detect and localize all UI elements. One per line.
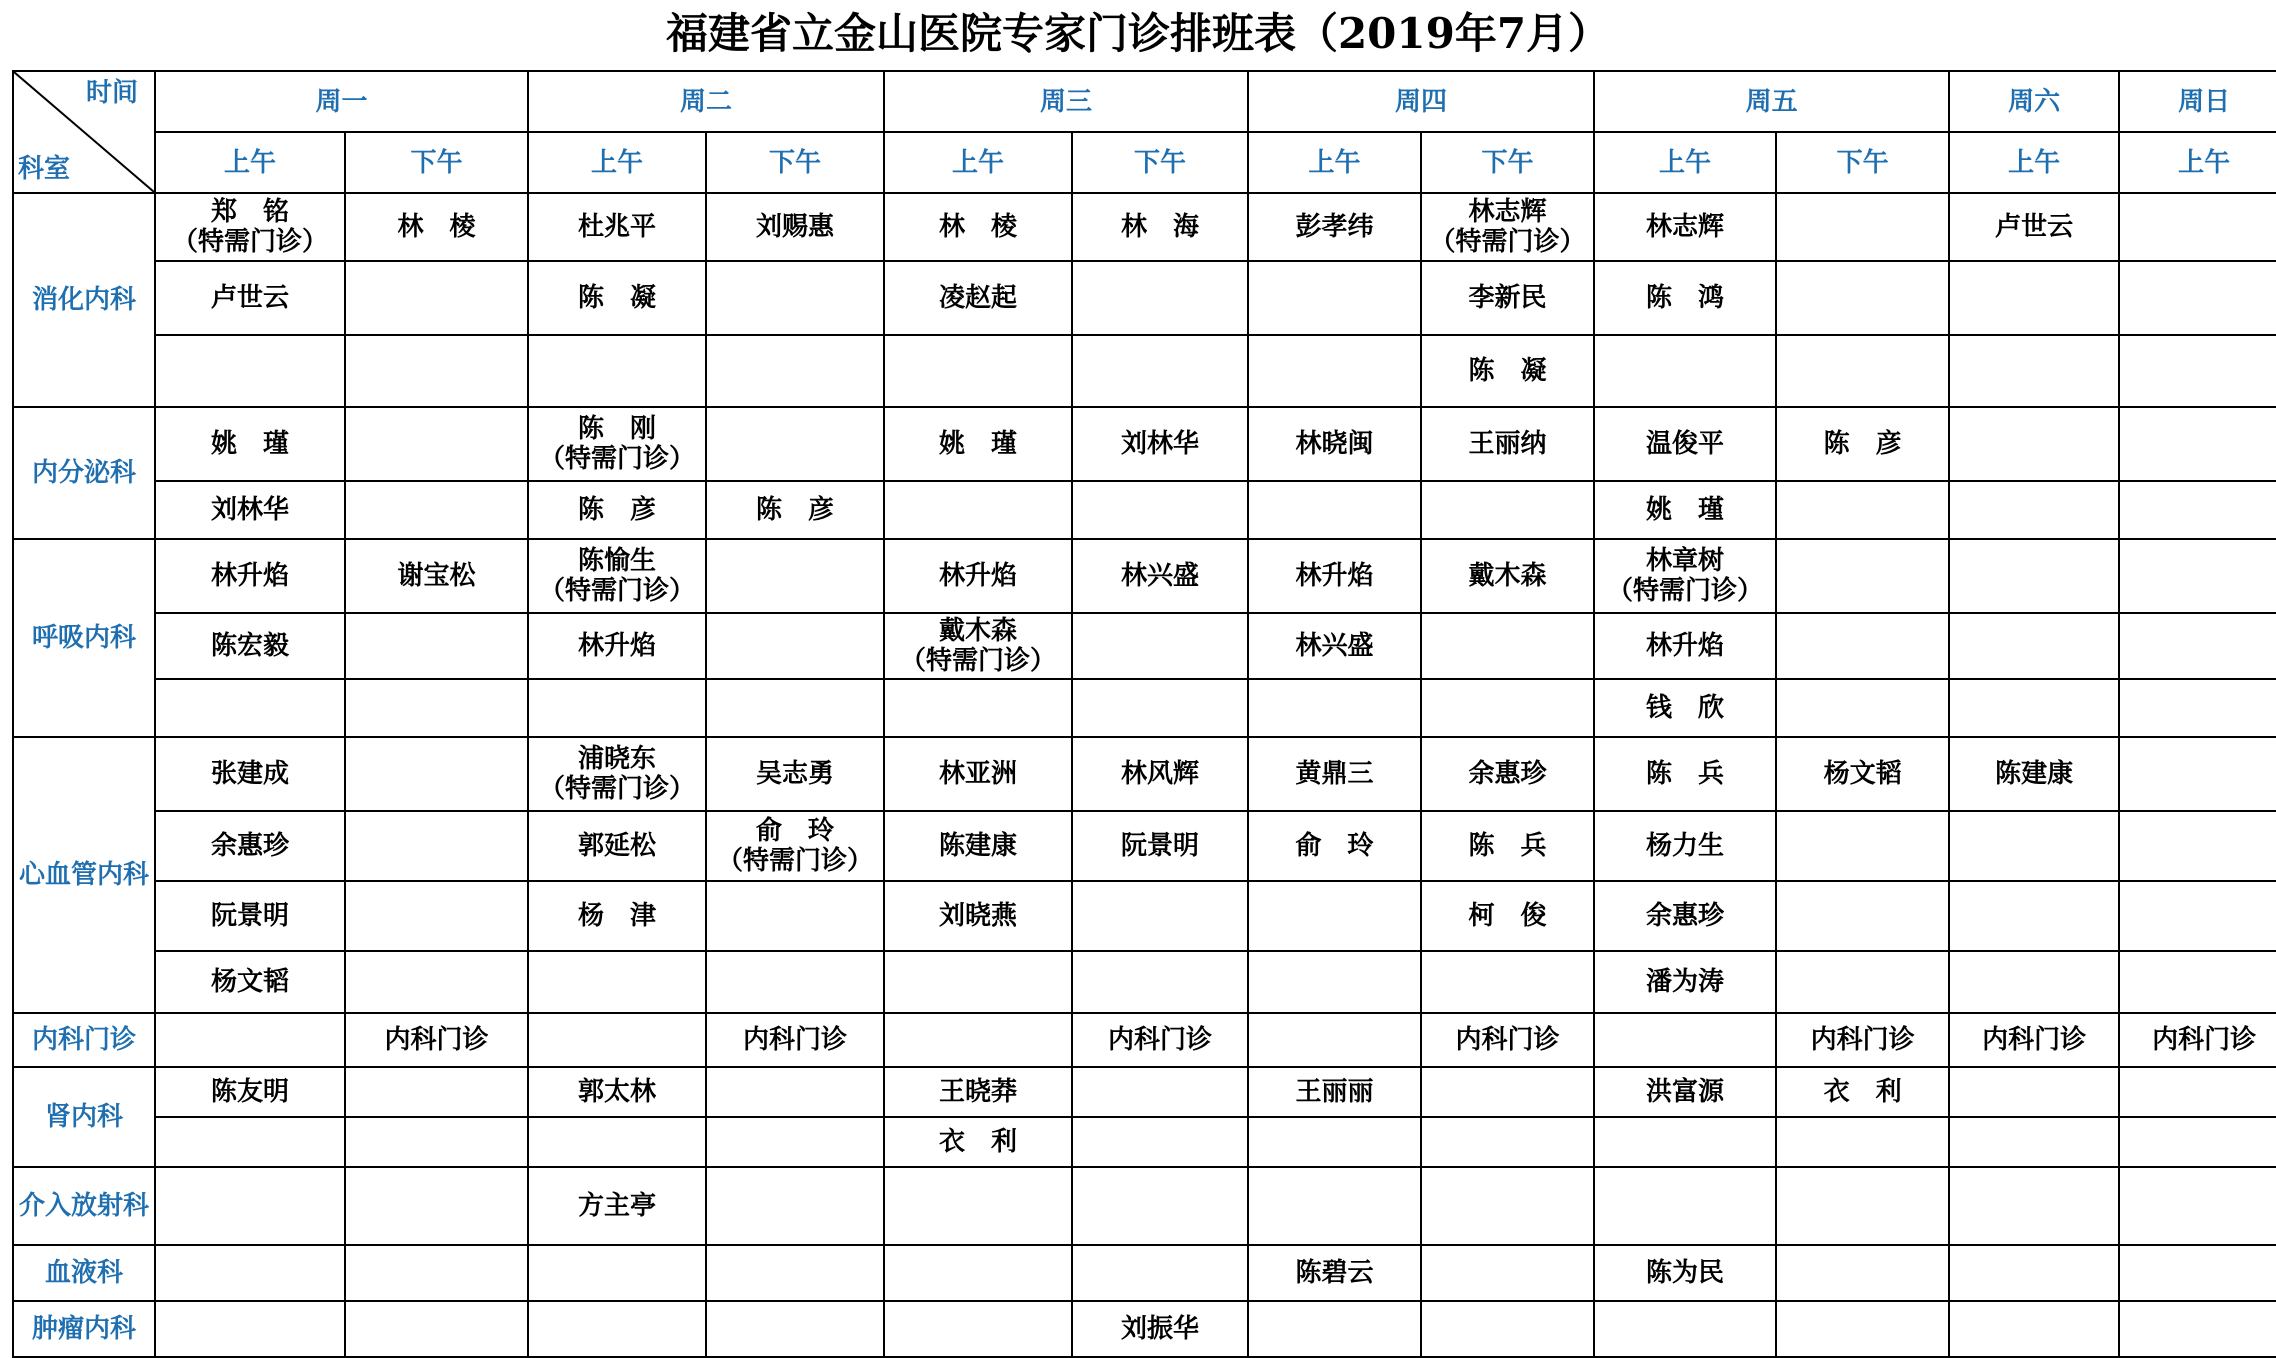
corner-dept-label: 科室 — [18, 154, 71, 184]
doctor-cell — [884, 1167, 1072, 1245]
doctor-cell: 林升焰 — [528, 613, 706, 679]
doctor-cell — [1248, 335, 1421, 407]
doctor-cell: 衣 利 — [884, 1117, 1072, 1167]
department-name: 呼吸内科 — [13, 539, 155, 737]
doctor-cell: 李新民 — [1421, 261, 1594, 335]
doctor-cell — [1776, 193, 1949, 261]
doctor-cell: 林志辉 （特需门诊） — [1421, 193, 1594, 261]
doctor-cell — [1421, 1117, 1594, 1167]
doctor-cell: 浦晓东 （特需门诊） — [528, 737, 706, 811]
table-row — [13, 613, 2276, 679]
doctor-cell: 杨力生 — [1594, 811, 1776, 881]
doctor-cell — [1776, 951, 1949, 1013]
doctor-cell — [884, 1245, 1072, 1301]
doctor-cell — [155, 679, 345, 737]
doctor-cell: 林志辉 — [1594, 193, 1776, 261]
doctor-cell — [528, 1013, 706, 1067]
doctor-cell: 俞 玲 （特需门诊） — [706, 811, 884, 881]
doctor-cell — [345, 1117, 528, 1167]
doctor-cell — [1776, 679, 1949, 737]
doctor-cell: 内科门诊 — [1072, 1013, 1248, 1067]
table-row — [13, 261, 2276, 335]
doctor-cell: 彭孝纬 — [1248, 193, 1421, 261]
doctor-cell: 阮景明 — [155, 881, 345, 951]
doctor-cell — [1072, 679, 1248, 737]
doctor-cell: 内科门诊 — [2119, 1013, 2276, 1067]
period-header-am: 上午 — [1594, 132, 1776, 193]
doctor-cell: 陈 兵 — [1421, 811, 1594, 881]
doctor-cell — [528, 1117, 706, 1167]
doctor-cell — [884, 951, 1072, 1013]
table-row — [13, 481, 2276, 539]
doctor-cell: 内科门诊 — [1776, 1013, 1949, 1067]
doctor-cell — [706, 613, 884, 679]
doctor-cell: 内科门诊 — [1949, 1013, 2119, 1067]
doctor-cell — [155, 1301, 345, 1357]
doctor-cell: 潘为涛 — [1594, 951, 1776, 1013]
doctor-cell: 陈碧云 — [1248, 1245, 1421, 1301]
doctor-cell: 林 棱 — [345, 193, 528, 261]
doctor-cell: 衣 利 — [1776, 1067, 1949, 1117]
doctor-cell — [155, 335, 345, 407]
doctor-cell — [1594, 1117, 1776, 1167]
doctor-cell: 郭延松 — [528, 811, 706, 881]
doctor-cell — [345, 1067, 528, 1117]
corner-time-label: 时间 — [85, 78, 138, 108]
doctor-cell — [155, 1167, 345, 1245]
doctor-cell — [1072, 1117, 1248, 1167]
doctor-cell — [1949, 335, 2119, 407]
doctor-cell: 杨 津 — [528, 881, 706, 951]
doctor-cell: 陈建康 — [1949, 737, 2119, 811]
doctor-cell — [1248, 481, 1421, 539]
doctor-cell — [1776, 539, 1949, 613]
doctor-cell — [345, 679, 528, 737]
doctor-cell: 内科门诊 — [345, 1013, 528, 1067]
doctor-cell — [2119, 261, 2276, 335]
doctor-cell — [884, 481, 1072, 539]
doctor-cell — [2119, 1167, 2276, 1245]
table-row — [13, 951, 2276, 1013]
doctor-cell — [345, 261, 528, 335]
schedule-table — [12, 70, 2276, 1358]
department-name: 消化内科 — [13, 193, 155, 407]
doctor-cell — [1949, 951, 2119, 1013]
doctor-cell — [2119, 951, 2276, 1013]
doctor-cell — [1776, 1117, 1949, 1167]
doctor-cell — [528, 335, 706, 407]
doctor-cell — [345, 1301, 528, 1357]
doctor-cell — [1072, 613, 1248, 679]
doctor-cell: 林升焰 — [155, 539, 345, 613]
doctor-cell — [1421, 951, 1594, 1013]
doctor-cell — [345, 481, 528, 539]
doctor-cell: 陈 刚 （特需门诊） — [528, 407, 706, 481]
doctor-cell — [1776, 261, 1949, 335]
doctor-cell — [1421, 1167, 1594, 1245]
doctor-cell: 姚 瑾 — [884, 407, 1072, 481]
doctor-cell — [2119, 481, 2276, 539]
doctor-cell: 林 海 — [1072, 193, 1248, 261]
period-header-am: 上午 — [528, 132, 706, 193]
doctor-cell — [1421, 1301, 1594, 1357]
doctor-cell — [1072, 951, 1248, 1013]
doctor-cell: 刘振华 — [1072, 1301, 1248, 1357]
department-name: 血液科 — [13, 1245, 155, 1301]
doctor-cell — [706, 335, 884, 407]
doctor-cell — [1776, 335, 1949, 407]
doctor-cell — [1776, 811, 1949, 881]
doctor-cell — [1949, 1067, 2119, 1117]
doctor-cell: 王晓莽 — [884, 1067, 1072, 1117]
day-header-mon: 周一 — [155, 71, 528, 132]
doctor-cell — [1949, 881, 2119, 951]
doctor-cell: 柯 俊 — [1421, 881, 1594, 951]
day-header-tue: 周二 — [528, 71, 884, 132]
doctor-cell — [345, 1245, 528, 1301]
corner-header — [13, 71, 155, 193]
doctor-cell — [706, 1117, 884, 1167]
doctor-cell — [345, 737, 528, 811]
doctor-cell — [1248, 1013, 1421, 1067]
table-row — [13, 737, 2276, 811]
doctor-cell — [1072, 1067, 1248, 1117]
table-row — [13, 811, 2276, 881]
table-row — [13, 1301, 2276, 1357]
doctor-cell: 陈为民 — [1594, 1245, 1776, 1301]
table-row — [13, 539, 2276, 613]
doctor-cell — [884, 679, 1072, 737]
doctor-cell — [2119, 407, 2276, 481]
doctor-cell: 王丽纳 — [1421, 407, 1594, 481]
doctor-cell — [2119, 1301, 2276, 1357]
doctor-cell — [1594, 1167, 1776, 1245]
doctor-cell: 陈 凝 — [1421, 335, 1594, 407]
doctor-cell — [1072, 881, 1248, 951]
doctor-cell — [2119, 1117, 2276, 1167]
doctor-cell: 谢宝松 — [345, 539, 528, 613]
doctor-cell — [1421, 1067, 1594, 1117]
doctor-cell — [1421, 613, 1594, 679]
doctor-cell: 林章树 （特需门诊） — [1594, 539, 1776, 613]
doctor-cell — [528, 951, 706, 1013]
period-header-am: 上午 — [2119, 132, 2276, 193]
doctor-cell: 林兴盛 — [1072, 539, 1248, 613]
doctor-cell: 林亚洲 — [884, 737, 1072, 811]
doctor-cell — [1949, 679, 2119, 737]
doctor-cell: 陈宏毅 — [155, 613, 345, 679]
day-header-sat: 周六 — [1949, 71, 2119, 132]
doctor-cell — [1248, 679, 1421, 737]
table-row — [13, 1067, 2276, 1117]
doctor-cell — [528, 1245, 706, 1301]
doctor-cell: 洪富源 — [1594, 1067, 1776, 1117]
doctor-cell — [1072, 335, 1248, 407]
period-header-am: 上午 — [1248, 132, 1421, 193]
table-row — [13, 335, 2276, 407]
doctor-cell: 阮景明 — [1072, 811, 1248, 881]
doctor-cell — [1776, 881, 1949, 951]
doctor-cell: 俞 玲 — [1248, 811, 1421, 881]
doctor-cell — [1072, 1245, 1248, 1301]
doctor-cell — [706, 261, 884, 335]
doctor-cell — [2119, 1245, 2276, 1301]
doctor-cell: 杨文韬 — [155, 951, 345, 1013]
table-row — [13, 881, 2276, 951]
doctor-cell — [1072, 261, 1248, 335]
doctor-cell: 杨文韬 — [1776, 737, 1949, 811]
doctor-cell: 陈 彦 — [1776, 407, 1949, 481]
doctor-cell: 杜兆平 — [528, 193, 706, 261]
doctor-cell: 林 棱 — [884, 193, 1072, 261]
doctor-cell: 余惠珍 — [155, 811, 345, 881]
doctor-cell — [1594, 335, 1776, 407]
doctor-cell — [706, 407, 884, 481]
doctor-cell — [706, 1167, 884, 1245]
doctor-cell: 余惠珍 — [1421, 737, 1594, 811]
doctor-cell — [706, 1301, 884, 1357]
doctor-cell — [706, 679, 884, 737]
doctor-cell — [884, 1013, 1072, 1067]
doctor-cell: 黄鼎三 — [1248, 737, 1421, 811]
doctor-cell — [345, 881, 528, 951]
doctor-cell: 陈 鸿 — [1594, 261, 1776, 335]
doctor-cell — [884, 1301, 1072, 1357]
doctor-cell — [2119, 881, 2276, 951]
doctor-cell — [1949, 407, 2119, 481]
period-header-am: 上午 — [155, 132, 345, 193]
doctor-cell — [1072, 1167, 1248, 1245]
doctor-cell — [1594, 1301, 1776, 1357]
doctor-cell — [706, 539, 884, 613]
doctor-cell — [1248, 1301, 1421, 1357]
doctor-cell: 陈 彦 — [706, 481, 884, 539]
doctor-cell — [2119, 1067, 2276, 1117]
doctor-cell — [706, 1067, 884, 1117]
doctor-cell — [1776, 613, 1949, 679]
doctor-cell — [1776, 1167, 1949, 1245]
doctor-cell — [1248, 951, 1421, 1013]
doctor-cell: 姚 瑾 — [1594, 481, 1776, 539]
doctor-cell — [2119, 539, 2276, 613]
doctor-cell: 内科门诊 — [1421, 1013, 1594, 1067]
doctor-cell — [2119, 737, 2276, 811]
period-header-am: 上午 — [1949, 132, 2119, 193]
doctor-cell: 吴志勇 — [706, 737, 884, 811]
doctor-cell: 戴木森 — [1421, 539, 1594, 613]
doctor-cell — [1949, 261, 2119, 335]
period-header-pm: 下午 — [345, 132, 528, 193]
doctor-cell — [2119, 193, 2276, 261]
doctor-cell: 郑 铭 （特需门诊） — [155, 193, 345, 261]
table-row — [13, 1013, 2276, 1067]
doctor-cell — [528, 1301, 706, 1357]
period-header-am: 上午 — [884, 132, 1072, 193]
doctor-cell — [345, 1167, 528, 1245]
doctor-cell: 钱 欣 — [1594, 679, 1776, 737]
doctor-cell: 陈 彦 — [528, 481, 706, 539]
doctor-cell — [1248, 881, 1421, 951]
day-header-fri: 周五 — [1594, 71, 1949, 132]
doctor-cell: 林升焰 — [884, 539, 1072, 613]
doctor-cell — [345, 335, 528, 407]
table-row — [13, 1245, 2276, 1301]
doctor-cell — [1949, 613, 2119, 679]
doctor-cell — [884, 335, 1072, 407]
day-header-thu: 周四 — [1248, 71, 1594, 132]
doctor-cell: 方主亭 — [528, 1167, 706, 1245]
department-name: 内分泌科 — [13, 407, 155, 539]
doctor-cell: 林升焰 — [1594, 613, 1776, 679]
doctor-cell — [1949, 1167, 2119, 1245]
doctor-cell — [706, 881, 884, 951]
table-row — [13, 193, 2276, 261]
doctor-cell — [345, 407, 528, 481]
doctor-cell: 戴木森 （特需门诊） — [884, 613, 1072, 679]
department-name: 心血管内科 — [13, 737, 155, 1013]
table-row — [13, 1167, 2276, 1245]
doctor-cell — [1248, 261, 1421, 335]
doctor-cell — [528, 679, 706, 737]
doctor-cell: 刘林华 — [1072, 407, 1248, 481]
table-row — [13, 679, 2276, 737]
doctor-cell — [1776, 481, 1949, 539]
doctor-cell — [1421, 1245, 1594, 1301]
doctor-cell — [345, 951, 528, 1013]
doctor-cell: 温俊平 — [1594, 407, 1776, 481]
doctor-cell — [1776, 1301, 1949, 1357]
doctor-cell: 林晓闽 — [1248, 407, 1421, 481]
department-name: 肾内科 — [13, 1067, 155, 1167]
doctor-cell — [155, 1013, 345, 1067]
doctor-cell: 卢世云 — [1949, 193, 2119, 261]
doctor-cell — [345, 613, 528, 679]
department-name: 内科门诊 — [13, 1013, 155, 1067]
doctor-cell: 陈友明 — [155, 1067, 345, 1117]
period-header-pm: 下午 — [706, 132, 884, 193]
period-header-pm: 下午 — [1421, 132, 1594, 193]
doctor-cell: 林兴盛 — [1248, 613, 1421, 679]
doctor-cell — [155, 1117, 345, 1167]
doctor-cell: 陈愉生 （特需门诊） — [528, 539, 706, 613]
doctor-cell: 姚 瑾 — [155, 407, 345, 481]
doctor-cell: 陈建康 — [884, 811, 1072, 881]
doctor-cell — [2119, 613, 2276, 679]
doctor-cell: 刘晓燕 — [884, 881, 1072, 951]
period-header-pm: 下午 — [1072, 132, 1248, 193]
doctor-cell — [1594, 1013, 1776, 1067]
doctor-cell: 卢世云 — [155, 261, 345, 335]
doctor-cell — [1949, 481, 2119, 539]
doctor-cell — [1421, 481, 1594, 539]
doctor-cell: 林升焰 — [1248, 539, 1421, 613]
day-header-wed: 周三 — [884, 71, 1248, 132]
doctor-cell: 刘赐惠 — [706, 193, 884, 261]
table-row — [13, 1117, 2276, 1167]
doctor-cell — [706, 1245, 884, 1301]
doctor-cell — [1072, 481, 1248, 539]
doctor-cell — [1949, 1301, 2119, 1357]
doctor-cell: 陈 凝 — [528, 261, 706, 335]
doctor-cell: 余惠珍 — [1594, 881, 1776, 951]
doctor-cell — [1949, 539, 2119, 613]
doctor-cell — [1949, 1117, 2119, 1167]
doctor-cell: 王丽丽 — [1248, 1067, 1421, 1117]
doctor-cell — [2119, 335, 2276, 407]
doctor-cell — [1949, 1245, 2119, 1301]
doctor-cell — [1949, 811, 2119, 881]
doctor-cell — [706, 951, 884, 1013]
table-row — [13, 407, 2276, 481]
day-header-sun: 周日 — [2119, 71, 2276, 132]
doctor-cell — [1776, 1245, 1949, 1301]
doctor-cell: 陈 兵 — [1594, 737, 1776, 811]
page-title: 福建省立金山医院专家门诊排班表（2019年7月） — [665, 9, 1611, 58]
department-name: 介入放射科 — [13, 1167, 155, 1245]
doctor-cell — [1248, 1117, 1421, 1167]
doctor-cell — [2119, 811, 2276, 881]
doctor-cell: 林风辉 — [1072, 737, 1248, 811]
doctor-cell: 内科门诊 — [706, 1013, 884, 1067]
doctor-cell — [345, 811, 528, 881]
doctor-cell — [2119, 679, 2276, 737]
doctor-cell: 张建成 — [155, 737, 345, 811]
period-header-pm: 下午 — [1776, 132, 1949, 193]
doctor-cell: 刘林华 — [155, 481, 345, 539]
doctor-cell: 凌赵起 — [884, 261, 1072, 335]
doctor-cell — [155, 1245, 345, 1301]
department-name: 肿瘤内科 — [13, 1301, 155, 1357]
doctor-cell — [1248, 1167, 1421, 1245]
doctor-cell — [1421, 679, 1594, 737]
doctor-cell: 郭太林 — [528, 1067, 706, 1117]
